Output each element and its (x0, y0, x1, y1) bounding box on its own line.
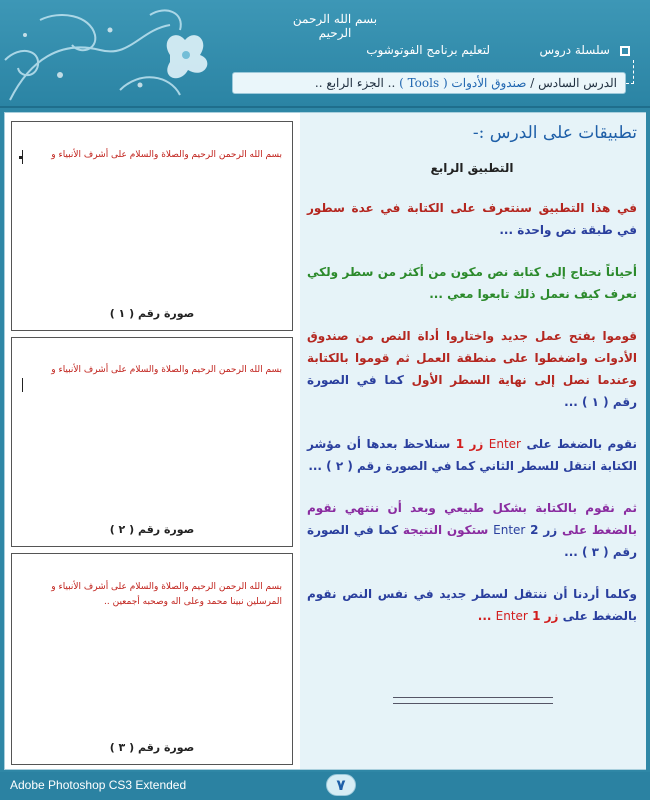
screenshot-2 (11, 337, 293, 547)
screenshot-text-line: المرسلين نبينا محمد وعلى اله وصحبه أجمعين .. (104, 597, 282, 607)
paragraph-intro (307, 197, 637, 241)
paragraph-text: سنلاحظ بعدها أن مؤشر الكتابة انتقل للسطر الثاني كما في الصورة رقم ( ٢ ) ... (307, 437, 637, 473)
screenshot-caption: صورة رقم ( ٢ ) (109, 523, 195, 536)
series-label: سلسلة دروس (539, 43, 610, 57)
screenshot-text (20, 580, 282, 610)
screenshot-text-line: بسم الله الرحمن الرحيم والصلاة والسلام على أشرف الأنبياء و (51, 582, 282, 592)
application-title: التطبيق الرابع (430, 161, 514, 175)
text-cursor (22, 378, 23, 392)
content-area (4, 112, 646, 770)
lesson-article (307, 123, 637, 647)
lesson-part: .. الجزء الرابع .. (314, 76, 396, 90)
key-label: زر 1 (532, 609, 559, 623)
paragraph-text: ستكون النتيجة (402, 523, 489, 537)
paragraph-text: في طبقة نص واحدة ... (499, 223, 637, 237)
section-title: تطبيقات على الدرس :- (472, 123, 637, 143)
square-bullet-icon (620, 46, 630, 56)
paragraph-text: كما في الصورة رقم ( ١ ) ... (307, 373, 637, 409)
paragraph-step-4 (307, 583, 637, 627)
paragraph-text: ... (477, 609, 492, 623)
enter-key-label: Enter (493, 523, 526, 537)
paragraph-text: أحياناً نحتاج إلى كتابة نص مكون من أكثر من سطر (342, 265, 637, 279)
screenshot-caption: صورة رقم ( ١ ) (109, 307, 195, 320)
lesson-breadcrumb (232, 72, 626, 94)
enter-key-label: Enter (495, 609, 528, 623)
text-cursor (22, 150, 23, 164)
lesson-breadcrumb-text (315, 76, 617, 90)
divider-line (393, 703, 553, 704)
paragraph-step-3 (307, 497, 637, 563)
screenshot-1 (11, 121, 293, 331)
dashed-connector (626, 60, 634, 84)
footer-bar (0, 772, 650, 800)
floral-ornament-icon (0, 0, 240, 108)
lesson-topic: صندوق الأدوات ( Tools ) (399, 76, 527, 90)
product-name: Adobe Photoshop CS3 Extended (10, 778, 187, 792)
series-title (240, 38, 640, 68)
paragraph-text: قوموا بفتح عمل جديد واختاروا أداة النص من صندوق الأدوات واضغطوا على منطقة العمل ثم قوموا بالكتابة وعندما نصل إلى نهاية السطر الأول (307, 329, 638, 387)
paragraph-step-2 (307, 433, 637, 477)
paragraph-need (307, 261, 637, 305)
screenshot-text: بسم الله الرحمن الرحيم والصلاة والسلام على أشرف الأنبياء و (51, 150, 282, 160)
key-label: زر 1 (455, 437, 484, 451)
paragraph-text: في هذا التطبيق سنتعرف على الكتابة في عدة سطور (307, 201, 637, 215)
lesson-number: الدرس السادس / (530, 76, 617, 90)
text-box-handle (19, 156, 22, 159)
page-number: ٧ (326, 774, 356, 796)
screenshot-3 (11, 553, 293, 765)
paragraph-text: كما في الصورة رقم ( ٣ ) ... (307, 523, 637, 559)
key-label: زر 2 (530, 523, 558, 537)
paragraph-text: نقوم بالضغط على (526, 437, 637, 451)
paragraph-text: ثم نقوم بالكتابة بشكل طبيعي وبعد أن ننتهي نقوم بالضغط على (307, 501, 637, 537)
paragraph-text: وكلما أردنا أن ننتقل لسطر جديد في نفس النص نقوم بالضغط على (307, 587, 637, 623)
paragraph-step-1 (307, 325, 637, 413)
basmala-heading: بسم الله الرحمن الرحيم (292, 12, 378, 40)
paragraph-text: ولكي نعرف كيف نعمل ذلك تابعوا معي ... (307, 265, 637, 301)
screenshot-text: بسم الله الرحمن الرحيم والصلاة والسلام على أشرف الأنبياء و (51, 365, 282, 375)
divider-line (393, 697, 553, 698)
enter-key-label: Enter (488, 437, 521, 451)
course-title: لتعليم برنامج الفوتوشوب (366, 43, 490, 57)
header-banner (0, 0, 650, 108)
screenshot-caption: صورة رقم ( ٣ ) (109, 741, 195, 754)
